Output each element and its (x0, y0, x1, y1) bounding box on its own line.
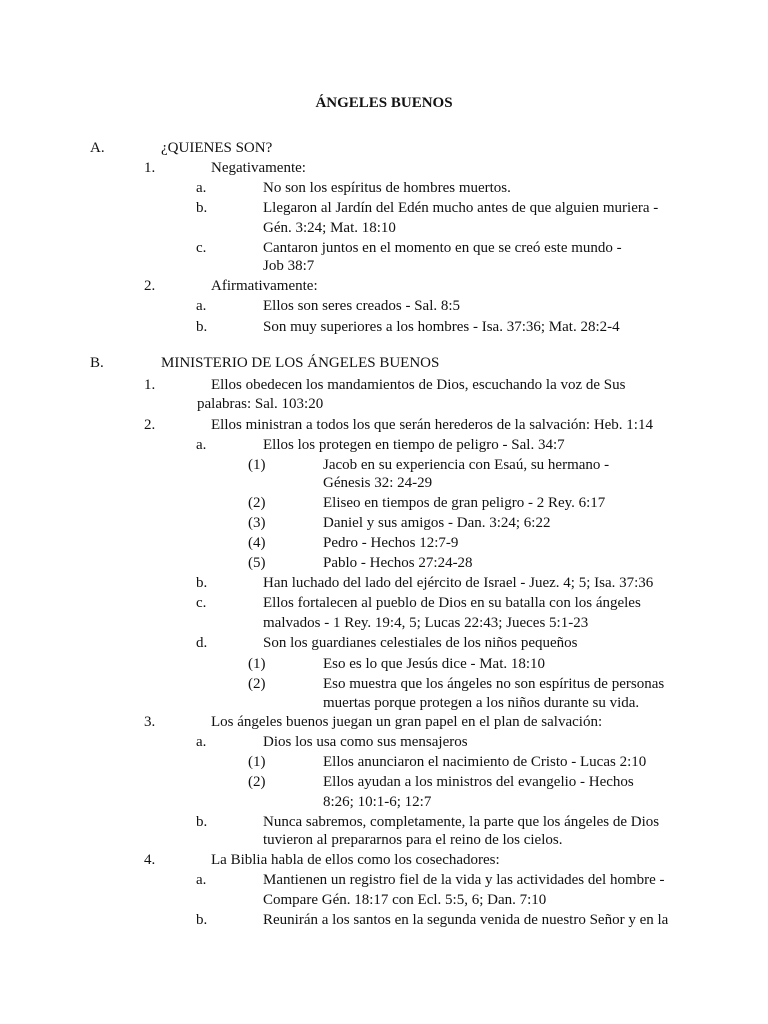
outline-marker: (1) (248, 656, 266, 672)
outline-marker: 2. (144, 417, 156, 433)
outline-marker: A. (90, 140, 105, 156)
outline-text: Gén. 3:24; Mat. 18:10 (263, 220, 396, 236)
outline-marker: (4) (248, 535, 266, 551)
outline-text: Jacob en su experiencia con Esaú, su hermano - (323, 457, 610, 473)
outline-text: La Biblia habla de ellos como los cosechadores: (211, 852, 500, 868)
outline-text: Afirmativamente: (211, 278, 318, 294)
outline-text: No son los espíritus de hombres muertos. (263, 180, 511, 196)
outline-text: MINISTERIO DE LOS ÁNGELES BUENOS (161, 355, 440, 371)
outline-marker: (1) (248, 457, 266, 473)
outline-marker: a. (196, 872, 207, 888)
outline-text: Eliseo en tiempos de gran peligro - 2 Rey. 6:17 (323, 495, 606, 511)
outline-marker: b. (196, 319, 208, 335)
outline-marker: (5) (248, 555, 266, 571)
outline-marker: a. (196, 437, 207, 453)
document-title: ÁNGELES BUENOS (315, 95, 453, 111)
outline-text: Daniel y sus amigos - Dan. 3:24; 6:22 (323, 515, 551, 531)
outline-marker: B. (90, 355, 104, 371)
outline-text: Llegaron al Jardín del Edén mucho antes de que alguien muriera - (263, 200, 659, 216)
outline-marker: a. (196, 180, 207, 196)
outline-marker: 1. (144, 377, 156, 393)
outline-marker: 1. (144, 160, 156, 176)
outline-text: Eso muestra que los ángeles no son espíritus de personas (323, 676, 665, 692)
outline-text: palabras: Sal. 103:20 (197, 396, 324, 412)
outline-marker: b. (196, 814, 208, 830)
outline-text: Ellos son seres creados - Sal. 8:5 (263, 298, 461, 314)
outline-text: Ellos los protegen en tiempo de peligro - Sal. 34:7 (263, 437, 565, 453)
outline-text: Reunirán a los santos en la segunda venida de nuestro Señor y en la (263, 912, 669, 928)
outline-text: malvados - 1 Rey. 19:4, 5; Lucas 22:43; Jueces 5:1-23 (263, 615, 589, 631)
outline-text: Génesis 32: 24-29 (323, 475, 433, 491)
outline-text: Negativamente: (211, 160, 306, 176)
outline-marker: 3. (144, 714, 156, 730)
outline-marker: c. (196, 595, 207, 611)
outline-text: Cantaron juntos en el momento en que se creó este mundo - (263, 240, 622, 256)
outline-text: Job 38:7 (263, 258, 315, 274)
outline-text: Pedro - Hechos 12:7-9 (323, 535, 459, 551)
outline-text: Ellos fortalecen al pueblo de Dios en su batalla con los ángeles (263, 595, 641, 611)
outline-text: Los ángeles buenos juegan un gran papel en el plan de salvación: (211, 714, 603, 730)
outline-text: Pablo - Hechos 27:24-28 (323, 555, 473, 571)
outline-text: Nunca sabremos, completamente, la parte que los ángeles de Dios (263, 814, 660, 830)
outline-text: Ellos anunciaron el nacimiento de Cristo - Lucas 2:10 (323, 754, 647, 770)
outline-marker: (3) (248, 515, 266, 531)
outline-text: muertas porque protegen a los niños durante su vida. (323, 695, 640, 711)
outline-text: Ellos obedecen los mandamientos de Dios, escuchando la voz de Sus (211, 377, 626, 393)
outline-marker: a. (196, 298, 207, 314)
outline-text: ¿QUIENES SON? (161, 140, 273, 156)
outline-marker: (1) (248, 754, 266, 770)
outline-text: Ellos ayudan a los ministros del evangelio - Hechos (323, 774, 634, 790)
outline-text: Dios los usa como sus mensajeros (263, 734, 468, 750)
outline-marker: 2. (144, 278, 156, 294)
outline-marker: a. (196, 734, 207, 750)
outline-text: Son muy superiores a los hombres - Isa. 37:36; Mat. 28:2-4 (263, 319, 620, 335)
outline-text: Eso es lo que Jesús dice - Mat. 18:10 (323, 656, 546, 672)
outline-text: 8:26; 10:1-6; 12:7 (323, 794, 432, 810)
outline-text: tuvieron al prepararnos para el reino de los cielos. (263, 832, 563, 848)
outline-marker: (2) (248, 495, 266, 511)
outline-marker: (2) (248, 774, 266, 790)
outline-text: Mantienen un registro fiel de la vida y las actividades del hombre - (263, 872, 665, 888)
outline-marker: d. (196, 635, 208, 651)
outline-text: Ellos ministran a todos los que serán herederos de la salvación: Heb. 1:14 (211, 417, 653, 433)
outline-text: Han luchado del lado del ejército de Israel - Juez. 4; 5; Isa. 37:36 (263, 575, 654, 591)
outline-marker: b. (196, 912, 208, 928)
outline-marker: (2) (248, 676, 266, 692)
outline-marker: 4. (144, 852, 156, 868)
outline-text: Compare Gén. 18:17 con Ecl. 5:5, 6; Dan. 7:10 (263, 892, 547, 908)
outline-marker: b. (196, 200, 208, 216)
outline-text: Son los guardianes celestiales de los niños pequeños (263, 635, 578, 651)
outline-marker: c. (196, 240, 207, 256)
outline-marker: b. (196, 575, 208, 591)
